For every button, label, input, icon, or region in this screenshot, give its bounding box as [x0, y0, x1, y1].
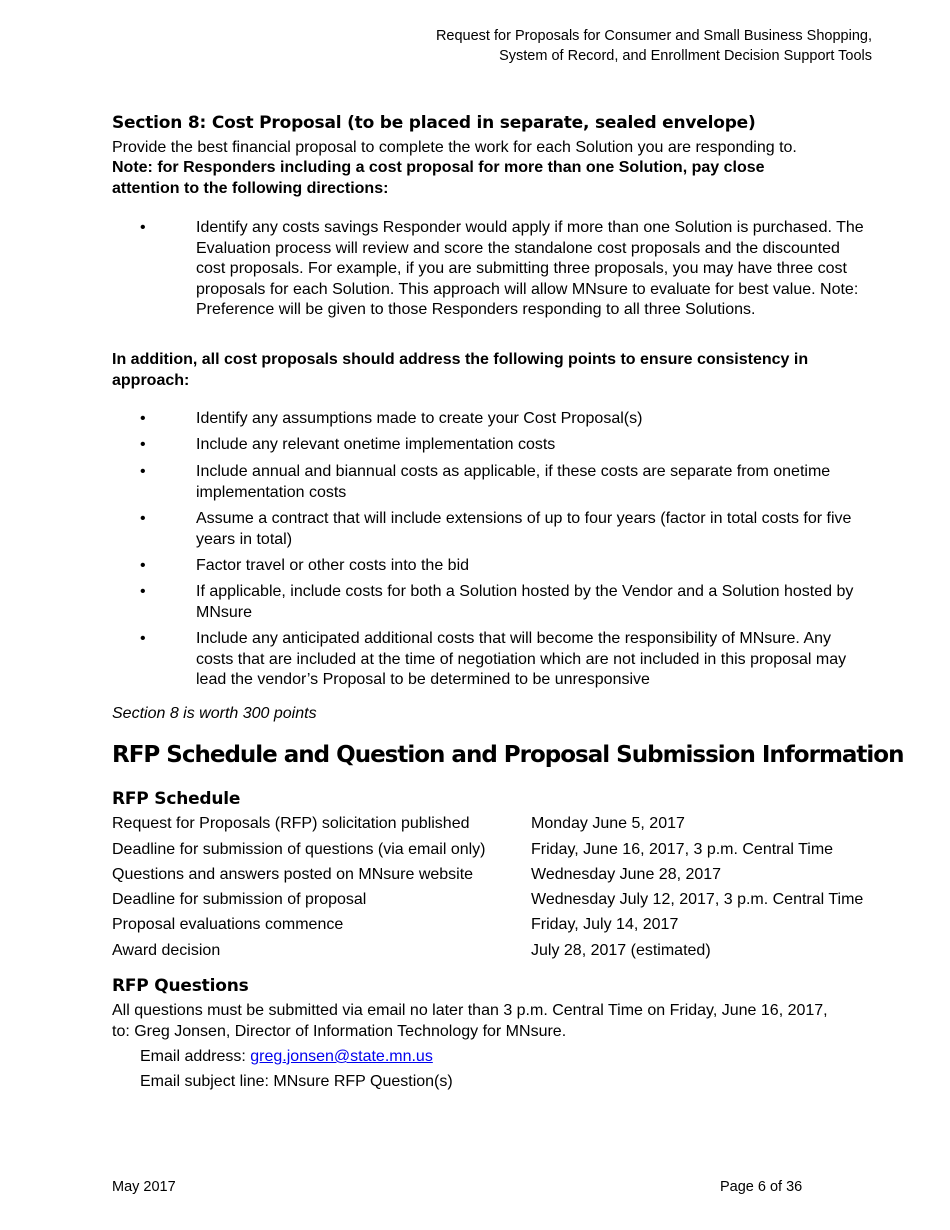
schedule-event: Proposal evaluations commence [112, 916, 344, 933]
list-item-text: Assume a contract that will include extensions of up to four years (factor in total costs for five years in total) [196, 510, 852, 548]
email-label: Email address: [140, 1048, 251, 1065]
addition-note: In addition, all cost proposals should address the following points to ensure consistency in approach: [112, 351, 809, 389]
schedule-date: Friday, July 14, 2017 [531, 916, 679, 933]
email-address-line [140, 1047, 433, 1068]
rfp-questions-text: All questions must be submitted via email no later than 3 p.m. Central Time on Friday, June 16, 2017, to: Greg Jonsen, Director of Information Technology for MNsure. [112, 1002, 828, 1040]
bullet-icon: • [140, 630, 146, 647]
schedule-date: Friday, June 16, 2017, 3 p.m. Central Time [531, 841, 834, 858]
list-item-text: Include annual and biannual costs as applicable, if these costs are separate from onetime implementation costs [196, 463, 831, 501]
section-8-points: Section 8 is worth 300 points [112, 705, 317, 722]
section-8-intro: Provide the best financial proposal to complete the work for each Solution you are responding to. [112, 139, 797, 156]
bullet-icon: • [140, 410, 146, 427]
table-row [112, 941, 912, 963]
list-item-text: If applicable, include costs for both a Solution hosted by the Vendor and a Solution hosted by MNsure [196, 583, 854, 621]
table-row [112, 865, 912, 887]
email-subject-line: Email subject line: MNsure RFP Question(s) [140, 1073, 453, 1090]
rfp-heading: RFP Schedule and Question and Proposal Submission Information [112, 742, 904, 768]
footer-page-number: Page 6 of 36 [720, 1179, 803, 1195]
table-row [112, 890, 912, 912]
section-8-note: Note: for Responders including a cost proposal for more than one Solution, pay close attention to the following directions: [112, 159, 765, 197]
running-header [436, 26, 872, 66]
list-item-text: Factor travel or other costs into the bid [196, 557, 470, 574]
section-8-heading: Section 8: Cost Proposal (to be placed in separate, sealed envelope) [112, 113, 756, 133]
footer-date: May 2017 [112, 1179, 176, 1195]
bullet-icon: • [140, 463, 146, 480]
schedule-event: Deadline for submission of proposal [112, 891, 367, 908]
schedule-event: Award decision [112, 942, 221, 959]
header-line-2: System of Record, and Enrollment Decision Support Tools [499, 48, 872, 64]
email-link[interactable]: greg.jonsen@state.mn.us [250, 1048, 433, 1065]
list-item-text: Identify any costs savings Responder would apply if more than one Solution is purchased. The Evaluation process will review and score the standalone cost proposals and the discounted cost proposals. For example, if you are submitting three proposals, you may have three cost proposals for each Solution. This approach will allow MNsure to evaluate for best value. Note: Preference will be given to those Responders responding to all three Solutions. [196, 219, 864, 318]
bullet-icon: • [140, 510, 146, 527]
list-item-text: Include any anticipated additional costs that will become the responsibility of MNsure. Any costs that are included at the time of negotiation which are not included in this proposal may lead the vendor’s Proposal to be determined to be unresponsive [196, 630, 847, 688]
schedule-date: July 28, 2017 (estimated) [531, 942, 711, 959]
schedule-event: Request for Proposals (RFP) solicitation published [112, 815, 470, 832]
rfp-schedule-heading: RFP Schedule [112, 789, 241, 809]
schedule-date: Wednesday July 12, 2017, 3 p.m. Central Time [531, 891, 864, 908]
bullet-icon: • [140, 557, 146, 574]
table-row [112, 915, 912, 937]
bullet-icon: • [140, 219, 146, 236]
rfp-questions-heading: RFP Questions [112, 976, 249, 996]
list-item-text: Include any relevant onetime implementation costs [196, 436, 556, 453]
table-row [112, 814, 912, 836]
list-item-text: Identify any assumptions made to create your Cost Proposal(s) [196, 410, 643, 427]
table-row [112, 840, 912, 862]
schedule-event: Deadline for submission of questions (via email only) [112, 841, 486, 858]
header-line-1: Request for Proposals for Consumer and Small Business Shopping, [435, 28, 872, 44]
bullet-icon: • [140, 583, 146, 600]
schedule-event: Questions and answers posted on MNsure website [112, 866, 474, 883]
bullet-icon: • [140, 436, 146, 453]
schedule-date: Wednesday June 28, 2017 [531, 866, 722, 883]
schedule-date: Monday June 5, 2017 [531, 815, 685, 832]
